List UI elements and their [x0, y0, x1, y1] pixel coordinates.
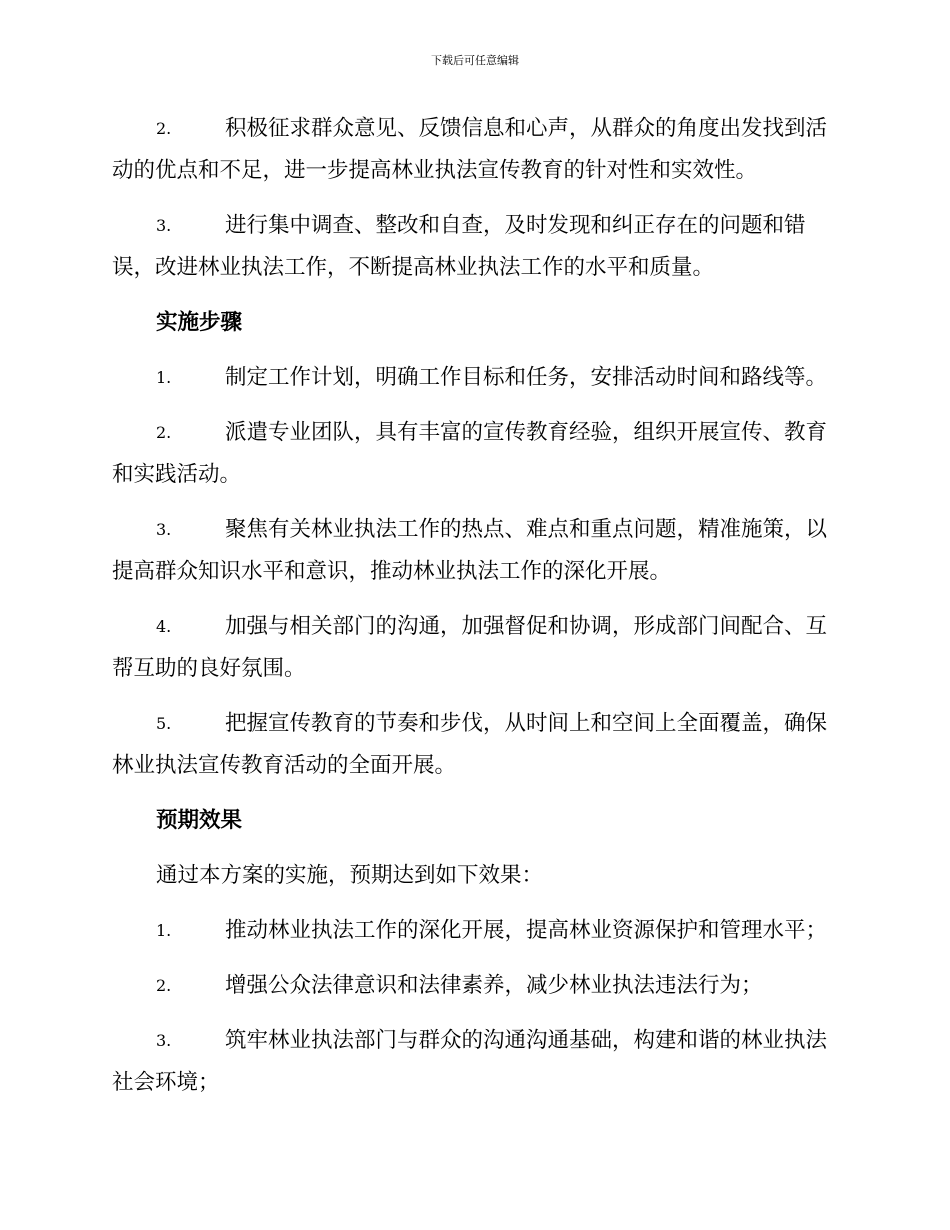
list-text: 把握宣传教育的节奏和步伐，从时间上和空间上全面覆盖，确保林业执法宣传教育活动的全面开展。: [112, 711, 828, 778]
list-item: [112, 703, 834, 787]
list-number: 1.: [156, 921, 172, 940]
list-number: 3.: [156, 216, 172, 235]
list-number: 3.: [156, 520, 172, 539]
list-item: [112, 509, 834, 593]
list-number: 2.: [156, 119, 172, 138]
list-text: 增强公众法律意识和法律素养，减少林业执法违法行为；: [225, 973, 763, 998]
list-text: 筑牢林业执法部门与群众的沟通沟通基础，构建和谐的林业执法社会环境；: [112, 1028, 828, 1095]
list-item: [112, 606, 834, 690]
list-number: 4.: [156, 617, 172, 636]
list-text: 进行集中调查、整改和自查，及时发现和纠正存在的问题和错误，改进林业执法工作，不断提高林业执法工作的水平和质量。: [112, 213, 806, 280]
section-heading-effects: 预期效果: [156, 808, 243, 833]
page-header: 下载后可任意编辑: [431, 54, 519, 67]
list-text: 加强与相关部门的沟通，加强督促和协调，形成部门间配合、互帮互助的良好氛围。: [112, 614, 828, 681]
list-text: 派遣专业团队，具有丰富的宣传教育经验，组织开展宣传、教育和实践活动。: [112, 420, 828, 487]
list-number: 1.: [156, 368, 172, 387]
list-number: 5.: [156, 714, 172, 733]
list-item: [112, 357, 834, 399]
list-item: [112, 412, 834, 496]
list-item: [112, 1020, 834, 1104]
list-number: 3.: [156, 1031, 172, 1050]
effects-intro: 通过本方案的实施，预期达到如下效果：: [156, 863, 544, 888]
section-heading-steps: 实施步骤: [156, 310, 243, 335]
list-text: 积极征求群众意见、反馈信息和心声，从群众的角度出发找到活动的优点和不足，进一步提高林业执法宣传教育的针对性和实效性。: [112, 116, 828, 183]
list-text: 聚焦有关林业执法工作的热点、难点和重点问题，精准施策，以提高群众知识水平和意识，推动林业执法工作的深化开展。: [112, 517, 828, 584]
list-item: [112, 205, 834, 289]
list-text: 推动林业执法工作的深化开展，提高林业资源保护和管理水平；: [225, 918, 828, 943]
list-number: 2.: [156, 423, 172, 442]
list-text: 制定工作计划，明确工作目标和任务，安排活动时间和路线等。: [225, 365, 828, 390]
document-body: [112, 108, 834, 1117]
list-number: 2.: [156, 976, 172, 995]
list-item: [112, 108, 834, 192]
list-item: [112, 965, 834, 1007]
list-item: [112, 910, 834, 952]
